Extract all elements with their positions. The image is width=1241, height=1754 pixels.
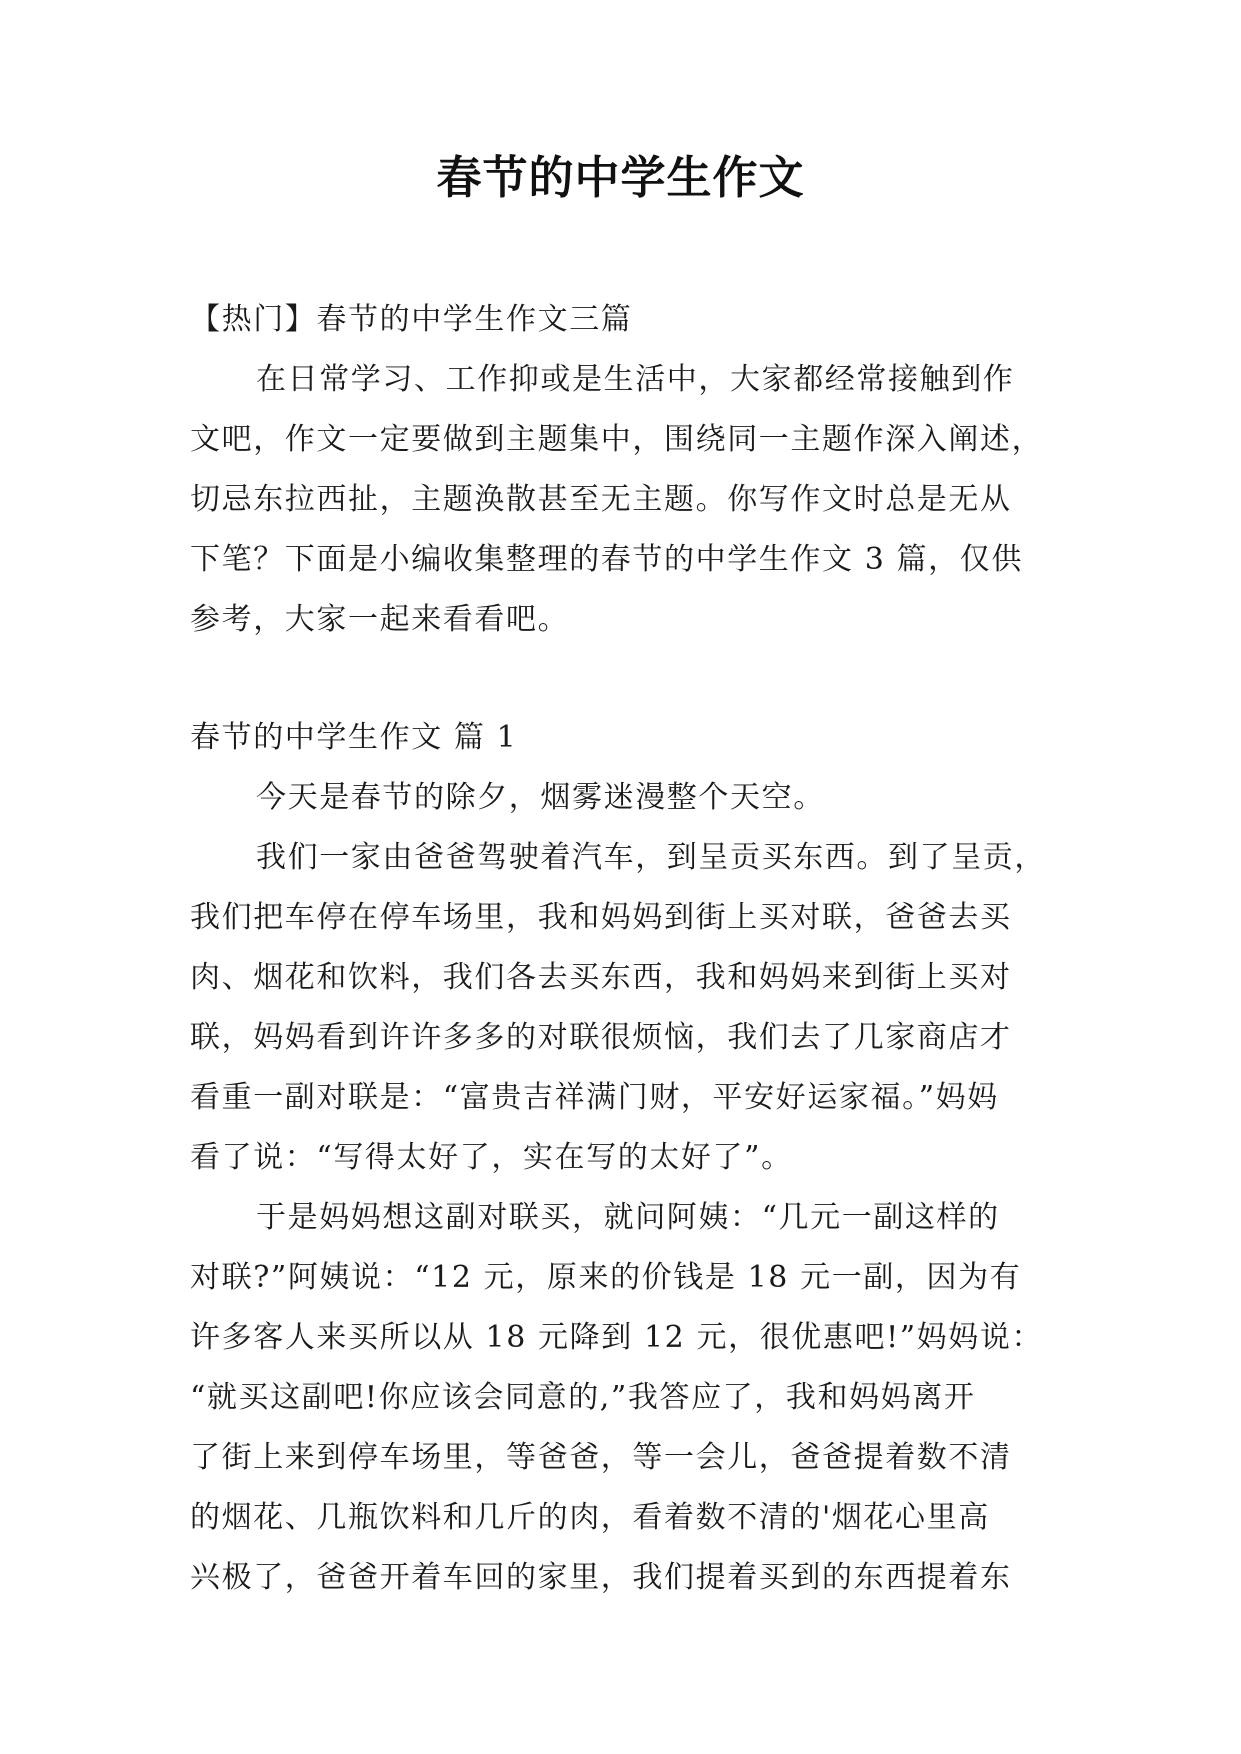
essay-line: 我们一家由爸爸驾驶着汽车，到呈贡买东西。到了呈贡， (256, 840, 1046, 875)
section-heading: 春节的中学生作文 篇 1 (190, 720, 518, 755)
essay-line: 了街上来到停车场里，等爸爸，等一会儿，爸爸提着数不清 (190, 1440, 1012, 1475)
essay-line: 看重一副对联是：“富贵吉祥满门财，平安好运家福。”妈妈 (190, 1080, 999, 1115)
essay-line: “就买这副吧!你应该会同意的,”我答应了，我和妈妈离开 (190, 1380, 976, 1415)
essay-line: 对联?”阿姨说：“12 元，原来的价钱是 18 元一副，因为有 (190, 1260, 1022, 1295)
essay-paragraph-2 (190, 828, 1050, 1188)
intro-line: 切忌东拉西扯，主题涣散甚至无主题。你写作文时总是无从 (190, 482, 1012, 517)
essay-paragraph-3 (190, 1188, 1050, 1608)
essay-line: 许多客人来买所以从 18 元降到 12 元，很优惠吧!”妈妈说： (190, 1320, 1044, 1355)
intro-line: 在日常学习、工作抑或是生活中，大家都经常接触到作 (256, 362, 1015, 397)
essay-line: 看了说：“写得太好了，实在写的太好了”。 (190, 1140, 793, 1175)
intro-paragraph (190, 350, 1050, 650)
essay-line: 于是妈妈想这副对联买，就问阿姨：“几元一副这样的 (256, 1200, 1000, 1235)
essay-line: 肉、烟花和饮料，我们各去买东西，我和妈妈来到街上买对 (190, 960, 1012, 995)
paragraph-gap (190, 650, 1050, 708)
essay-paragraph-1: 今天是春节的除夕，烟雾迷漫整个天空。 (256, 780, 825, 815)
document-body (190, 290, 1050, 1608)
essay-line: 兴极了，爸爸开着车回的家里，我们提着买到的东西提着东 (190, 1560, 1012, 1595)
intro-line: 下笔？下面是小编收集整理的春节的中学生作文 3 篇，仅供 (190, 542, 1023, 577)
subtitle: 【热门】春节的中学生作文三篇 (190, 302, 633, 337)
essay-line: 的烟花、几瓶饮料和几斤的肉，看着数不清的'烟花心里高 (190, 1500, 990, 1535)
intro-line: 参考，大家一起来看看吧。 (190, 602, 570, 637)
essay-line: 联，妈妈看到许许多多的对联很烦恼，我们去了几家商店才 (190, 1020, 1012, 1055)
intro-line: 文吧，作文一定要做到主题集中，围绕同一主题作深入阐述， (190, 422, 1044, 457)
document-title: 春节的中学生作文 (436, 151, 805, 204)
essay-line: 我们把车停在停车场里，我和妈妈到街上买对联，爸爸去买 (190, 900, 1012, 935)
